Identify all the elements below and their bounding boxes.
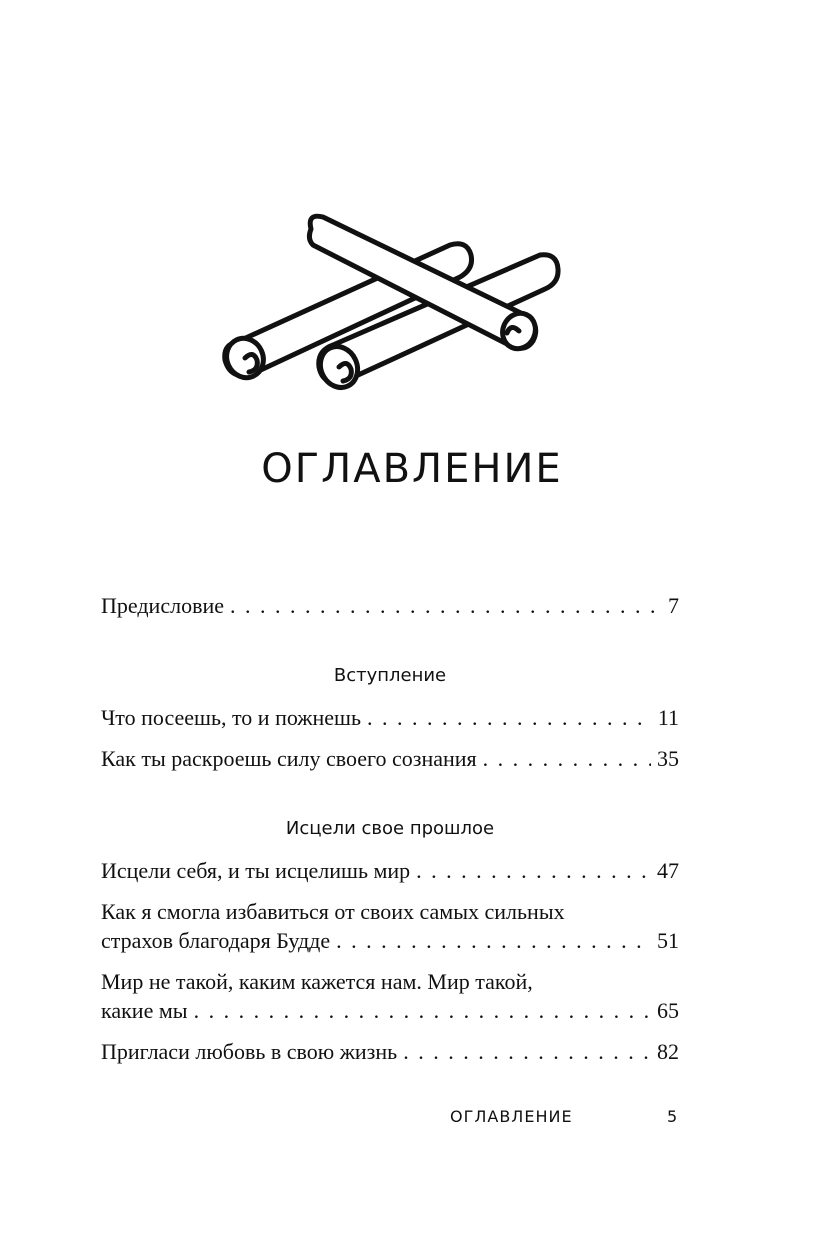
toc-leader-dots bbox=[230, 591, 662, 620]
cinnamon-sticks-icon bbox=[215, 205, 565, 405]
toc-entry-page: 82 bbox=[657, 1039, 679, 1064]
toc-entry-page: 65 bbox=[657, 998, 679, 1023]
toc-entry-title: Пригласи любовь в свою жизнь bbox=[101, 1039, 398, 1064]
toc-leader-dots bbox=[367, 703, 652, 732]
toc-entry-page: 47 bbox=[657, 858, 679, 883]
toc-entry bbox=[101, 856, 679, 885]
toc-entry-title-line: Как я смогла избавиться от своих самых сильных bbox=[101, 899, 565, 924]
toc-entry bbox=[101, 703, 679, 732]
toc-entry-page: 11 bbox=[657, 705, 679, 730]
toc-entry-title-line: какие мы bbox=[101, 998, 188, 1023]
toc-entry-preface bbox=[101, 591, 679, 620]
running-title: ОГЛАВЛЕНИЕ bbox=[450, 1107, 573, 1126]
toc-leader-dots bbox=[336, 926, 651, 955]
toc-entry-title-line: Мир не такой, каким кажется нам. Мир такой, bbox=[101, 969, 533, 994]
toc-section-title: Вступление bbox=[333, 665, 447, 686]
toc-entry-page: 51 bbox=[657, 928, 679, 953]
page-number: 5 bbox=[667, 1107, 678, 1126]
toc-entry bbox=[101, 897, 679, 955]
toc-entry-title: Предисловие bbox=[101, 593, 224, 618]
toc-section-title: Исцели свое прошлое bbox=[285, 818, 495, 839]
page-title bbox=[22, 446, 802, 492]
toc-entry-title-line: страхов благодаря Будде bbox=[101, 928, 331, 953]
toc-entry bbox=[101, 1037, 679, 1066]
toc-entry-title: Что посеешь, то и пожнешь bbox=[101, 705, 362, 730]
toc-leader-dots bbox=[194, 996, 651, 1025]
toc-entry-title: Как ты раскроешь силу своего сознания bbox=[101, 746, 477, 771]
toc-leader-dots bbox=[403, 1037, 651, 1066]
toc-entry-title: Исцели себя, и ты исцелишь мир bbox=[101, 858, 411, 883]
page-title-text: ОГЛАВЛЕНИЕ bbox=[261, 446, 563, 492]
toc-entry-page: 35 bbox=[657, 746, 679, 771]
toc-leader-dots bbox=[416, 856, 651, 885]
toc-entry-page: 7 bbox=[668, 593, 679, 618]
toc-entry bbox=[101, 744, 679, 773]
toc-entry bbox=[101, 967, 679, 1025]
toc-leader-dots bbox=[483, 744, 651, 773]
